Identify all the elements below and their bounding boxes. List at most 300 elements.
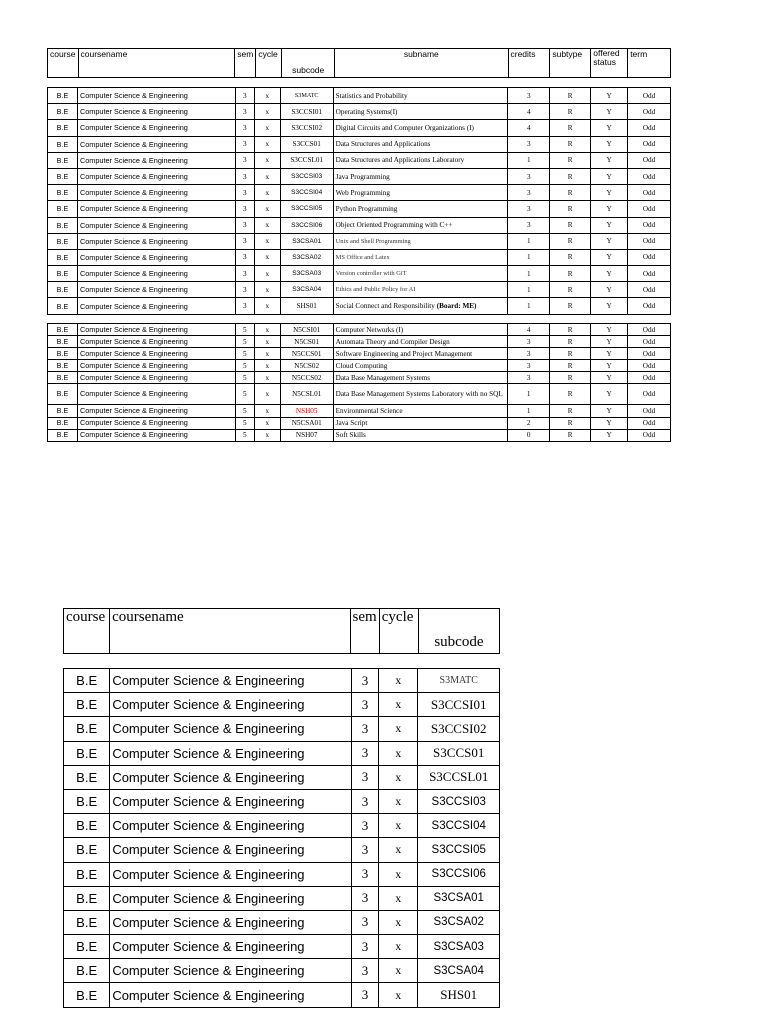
- cell-credits: 3: [508, 201, 550, 217]
- cell-coursename: Computer Science & Engineering: [77, 88, 235, 104]
- cell-subcode: S3CCS01: [280, 136, 333, 152]
- zoom-header-coursename: coursename: [110, 609, 350, 654]
- cell-subcode: N5CSA01: [280, 417, 333, 429]
- cell-subcode: N5CCS01: [280, 348, 333, 360]
- cell-subtype: R: [550, 152, 591, 168]
- cell-credits: 1: [508, 298, 550, 314]
- cell-cycle: x: [254, 136, 280, 152]
- cell-offered-status: Y: [591, 136, 628, 152]
- table-row: [48, 249, 671, 265]
- zoom-cell-subcode: S3CCSI04: [418, 814, 500, 838]
- cell-term: Odd: [628, 217, 671, 233]
- cell-sem: 5: [235, 348, 254, 360]
- cell-subname: Automata Theory and Compiler Design: [333, 336, 508, 348]
- cell-offered-status: Y: [591, 405, 628, 417]
- cell-cycle: x: [254, 417, 280, 429]
- cell-subname: Web Programming: [333, 185, 508, 201]
- cell-subname: Environmental Science: [333, 405, 508, 417]
- cell-credits: 1: [508, 282, 550, 298]
- cell-cycle: x: [254, 324, 280, 336]
- cell-coursename: Computer Science & Engineering: [77, 152, 235, 168]
- cell-credits: 4: [508, 120, 550, 136]
- cell-course: B.E: [48, 384, 78, 405]
- cell-cycle: x: [254, 152, 280, 168]
- table-row: [48, 88, 671, 104]
- cell-subcode: N5CCS02: [280, 372, 333, 384]
- cell-subname: Data Structures and Applications: [333, 136, 508, 152]
- cell-course: B.E: [48, 217, 78, 233]
- cell-course: B.E: [48, 88, 78, 104]
- zoom-cell-coursename: Computer Science & Engineering: [110, 935, 352, 959]
- zoom-table-row: [64, 693, 500, 717]
- zoom-cell-coursename: Computer Science & Engineering: [110, 693, 352, 717]
- cell-term: Odd: [628, 249, 671, 265]
- cell-coursename: Computer Science & Engineering: [77, 405, 235, 417]
- cell-credits: 3: [508, 360, 550, 372]
- cell-cycle: x: [254, 217, 280, 233]
- cell-offered-status: Y: [591, 336, 628, 348]
- cell-coursename: Computer Science & Engineering: [77, 120, 235, 136]
- cell-subname: Ethics and Public Policy for AI: [333, 282, 508, 298]
- cell-term: Odd: [628, 88, 671, 104]
- cell-subcode: S3CCSL01: [280, 152, 333, 168]
- zoom-cell-sem: 3: [351, 910, 378, 934]
- cell-credits: 4: [508, 324, 550, 336]
- cell-term: Odd: [628, 282, 671, 298]
- cell-subcode: NSH07: [280, 429, 333, 441]
- cell-subname: MS Office and Latex: [333, 249, 508, 265]
- cell-subcode: S3CCSI03: [280, 168, 333, 184]
- cell-sem: 5: [235, 336, 254, 348]
- zoom-cell-cycle: x: [379, 693, 418, 717]
- cell-offered-status: Y: [591, 217, 628, 233]
- cell-subcode: S3CCSI04: [280, 185, 333, 201]
- cell-credits: 1: [508, 152, 550, 168]
- cell-subtype: R: [550, 120, 591, 136]
- zoom-cell-cycle: x: [379, 789, 418, 813]
- cell-subtype: R: [550, 384, 591, 405]
- zoom-cell-cycle: x: [379, 814, 418, 838]
- zoom-cell-course: B.E: [64, 814, 110, 838]
- cell-offered-status: Y: [591, 201, 628, 217]
- cell-term: Odd: [628, 417, 671, 429]
- cell-sem: 3: [235, 201, 254, 217]
- zoom-cell-cycle: x: [379, 910, 418, 934]
- zoom-cell-coursename: Computer Science & Engineering: [110, 983, 352, 1007]
- cell-subcode: S3CSA01: [280, 233, 333, 249]
- cell-term: Odd: [628, 336, 671, 348]
- table-row: [48, 104, 671, 120]
- header-coursename: coursename: [78, 49, 235, 78]
- zoom-cell-sem: 3: [351, 862, 378, 886]
- zoom-cell-subcode: S3CCSI01: [418, 693, 500, 717]
- cell-subtype: R: [550, 88, 591, 104]
- cell-term: Odd: [628, 384, 671, 405]
- zoom-cell-sem: 3: [351, 669, 378, 693]
- table-row: [48, 372, 671, 384]
- cell-sem: 3: [235, 168, 254, 184]
- cell-cycle: x: [254, 336, 280, 348]
- cell-term: Odd: [628, 360, 671, 372]
- cell-coursename: Computer Science & Engineering: [77, 233, 235, 249]
- cell-coursename: Computer Science & Engineering: [77, 372, 235, 384]
- cell-term: Odd: [628, 201, 671, 217]
- zoom-cell-sem: 3: [351, 838, 378, 862]
- zoom-cell-course: B.E: [64, 717, 110, 741]
- cell-offered-status: Y: [591, 360, 628, 372]
- cell-cycle: x: [254, 168, 280, 184]
- table-row: [48, 136, 671, 152]
- table-row: [48, 282, 671, 298]
- cell-subcode: S3CCSI02: [280, 120, 333, 136]
- cell-offered-status: Y: [591, 429, 628, 441]
- header-course: course: [48, 49, 79, 78]
- cell-offered-status: Y: [591, 120, 628, 136]
- cell-term: Odd: [628, 429, 671, 441]
- zoom-header-sem: sem: [350, 609, 379, 654]
- cell-credits: 1: [508, 249, 550, 265]
- zoom-cell-subcode: S3CSA02: [418, 910, 500, 934]
- zoom-cell-sem: 3: [351, 765, 378, 789]
- cell-subcode: N5CSL01: [280, 384, 333, 405]
- cell-sem: 5: [235, 324, 254, 336]
- cell-term: Odd: [628, 168, 671, 184]
- zoom-cell-cycle: x: [379, 959, 418, 983]
- cell-subcode: S3CCSI05: [280, 201, 333, 217]
- cell-coursename: Computer Science & Engineering: [77, 360, 235, 372]
- cell-subcode: N5CS02: [280, 360, 333, 372]
- zoom-cell-coursename: Computer Science & Engineering: [110, 789, 352, 813]
- cell-coursename: Computer Science & Engineering: [77, 384, 235, 405]
- cell-subcode: SHS01: [280, 298, 333, 314]
- cell-coursename: Computer Science & Engineering: [77, 104, 235, 120]
- zoom-cell-course: B.E: [64, 983, 110, 1007]
- zoom-cell-sem: 3: [351, 693, 378, 717]
- cell-sem: 3: [235, 233, 254, 249]
- cell-sem: 3: [235, 185, 254, 201]
- zoom-table-row: [64, 983, 500, 1007]
- cell-sem: 5: [235, 360, 254, 372]
- table-row: [48, 185, 671, 201]
- cell-subcode: N5CSI01: [280, 324, 333, 336]
- zoom-cell-course: B.E: [64, 862, 110, 886]
- cell-subtype: R: [550, 417, 591, 429]
- zoom-cell-course: B.E: [64, 935, 110, 959]
- cell-coursename: Computer Science & Engineering: [77, 348, 235, 360]
- zoom-cell-course: B.E: [64, 669, 110, 693]
- cell-coursename: Computer Science & Engineering: [77, 298, 235, 314]
- zoomed-table-header: [63, 608, 500, 654]
- cell-subtype: R: [550, 282, 591, 298]
- zoom-cell-coursename: Computer Science & Engineering: [110, 717, 352, 741]
- cell-coursename: Computer Science & Engineering: [77, 266, 235, 282]
- zoom-cell-course: B.E: [64, 838, 110, 862]
- cell-course: B.E: [48, 429, 78, 441]
- cell-offered-status: Y: [591, 185, 628, 201]
- cell-subname: Statistics and Probability: [333, 88, 508, 104]
- table-row: [48, 168, 671, 184]
- zoom-cell-subcode: S3CSA03: [418, 935, 500, 959]
- header-subname: subname: [335, 49, 508, 78]
- cell-sem: 3: [235, 104, 254, 120]
- cell-term: Odd: [628, 405, 671, 417]
- cell-offered-status: Y: [591, 266, 628, 282]
- cell-sem: 3: [235, 136, 254, 152]
- cell-credits: 3: [508, 372, 550, 384]
- cell-subname: Digital Circuits and Computer Organizations (I): [333, 120, 508, 136]
- table-row: [48, 384, 671, 405]
- cell-cycle: x: [254, 233, 280, 249]
- cell-subname: Java Script: [333, 417, 508, 429]
- cell-offered-status: Y: [591, 168, 628, 184]
- cell-subname: Java Programming: [333, 168, 508, 184]
- cell-subtype: R: [550, 336, 591, 348]
- table-row: [48, 348, 671, 360]
- cell-sem: 3: [235, 88, 254, 104]
- cell-cycle: x: [254, 384, 280, 405]
- cell-course: B.E: [48, 233, 78, 249]
- zoom-cell-subcode: S3CSA04: [418, 959, 500, 983]
- zoom-cell-coursename: Computer Science & Engineering: [110, 886, 352, 910]
- zoom-table-row: [64, 886, 500, 910]
- cell-term: Odd: [628, 120, 671, 136]
- cell-credits: 1: [508, 405, 550, 417]
- cell-sem: 5: [235, 429, 254, 441]
- zoom-header-cycle: cycle: [379, 609, 418, 654]
- zoom-cell-course: B.E: [64, 886, 110, 910]
- cell-credits: 1: [508, 266, 550, 282]
- cell-cycle: x: [254, 372, 280, 384]
- header-subcode: subcode: [282, 49, 335, 78]
- cell-subtype: R: [550, 298, 591, 314]
- cell-subtype: R: [550, 348, 591, 360]
- table-row: [48, 201, 671, 217]
- cell-subcode: S3CSA04: [280, 282, 333, 298]
- cell-subtype: R: [550, 136, 591, 152]
- cell-credits: 2: [508, 417, 550, 429]
- course-table-header: [47, 48, 671, 78]
- cell-coursename: Computer Science & Engineering: [77, 417, 235, 429]
- zoom-cell-cycle: x: [379, 741, 418, 765]
- cell-cycle: x: [254, 282, 280, 298]
- cell-subcode: S3CCSI06: [280, 217, 333, 233]
- cell-subtype: R: [550, 185, 591, 201]
- zoom-cell-coursename: Computer Science & Engineering: [110, 959, 352, 983]
- cell-offered-status: Y: [591, 249, 628, 265]
- cell-subname: Version controller with GiT: [333, 266, 508, 282]
- cell-course: B.E: [48, 298, 78, 314]
- zoom-table-row: [64, 789, 500, 813]
- table-row: [48, 336, 671, 348]
- cell-term: Odd: [628, 348, 671, 360]
- cell-subcode: S3MATC: [280, 88, 333, 104]
- cell-subcode: S3CCSI01: [280, 104, 333, 120]
- cell-cycle: x: [254, 88, 280, 104]
- cell-cycle: x: [254, 405, 280, 417]
- cell-subtype: R: [550, 405, 591, 417]
- cell-sem: 3: [235, 120, 254, 136]
- zoom-cell-sem: 3: [351, 935, 378, 959]
- zoom-cell-sem: 3: [351, 717, 378, 741]
- cell-coursename: Computer Science & Engineering: [77, 217, 235, 233]
- cell-credits: 1: [508, 233, 550, 249]
- cell-sem: 5: [235, 384, 254, 405]
- cell-sem: 3: [235, 298, 254, 314]
- zoom-cell-cycle: x: [379, 886, 418, 910]
- cell-course: B.E: [48, 348, 78, 360]
- zoom-cell-sem: 3: [351, 814, 378, 838]
- semester-5-table: [47, 323, 671, 442]
- cell-coursename: Computer Science & Engineering: [77, 282, 235, 298]
- cell-subname: Soft Skills: [333, 429, 508, 441]
- cell-credits: 3: [508, 336, 550, 348]
- table-row: [48, 405, 671, 417]
- cell-coursename: Computer Science & Engineering: [77, 324, 235, 336]
- cell-subtype: R: [550, 233, 591, 249]
- zoom-cell-cycle: x: [379, 765, 418, 789]
- cell-credits: 4: [508, 104, 550, 120]
- zoom-cell-course: B.E: [64, 959, 110, 983]
- zoom-cell-coursename: Computer Science & Engineering: [110, 814, 352, 838]
- cell-cycle: x: [254, 201, 280, 217]
- cell-cycle: x: [254, 249, 280, 265]
- cell-course: B.E: [48, 120, 78, 136]
- cell-term: Odd: [628, 298, 671, 314]
- zoom-cell-subcode: S3CSA01: [418, 886, 500, 910]
- cell-offered-status: Y: [591, 298, 628, 314]
- zoom-cell-cycle: x: [379, 838, 418, 862]
- zoom-cell-course: B.E: [64, 741, 110, 765]
- cell-cycle: x: [254, 348, 280, 360]
- cell-course: B.E: [48, 201, 78, 217]
- cell-subcode: S3CSA02: [280, 249, 333, 265]
- zoom-cell-subcode: S3CCSI03: [418, 789, 500, 813]
- cell-course: B.E: [48, 266, 78, 282]
- cell-subname: Object Oriented Programming with C++: [333, 217, 508, 233]
- table-row: [48, 152, 671, 168]
- cell-subtype: R: [550, 217, 591, 233]
- zoom-cell-coursename: Computer Science & Engineering: [110, 765, 352, 789]
- cell-term: Odd: [628, 104, 671, 120]
- cell-sem: 5: [235, 405, 254, 417]
- cell-cycle: x: [254, 429, 280, 441]
- cell-offered-status: Y: [591, 282, 628, 298]
- cell-offered-status: Y: [591, 324, 628, 336]
- zoom-cell-cycle: x: [379, 862, 418, 886]
- zoom-table-row: [64, 862, 500, 886]
- zoom-cell-course: B.E: [64, 693, 110, 717]
- cell-coursename: Computer Science & Engineering: [77, 136, 235, 152]
- zoom-cell-course: B.E: [64, 910, 110, 934]
- header-credits: credits: [508, 49, 550, 78]
- cell-sem: 3: [235, 282, 254, 298]
- cell-subname: Software Engineering and Project Management: [333, 348, 508, 360]
- cell-offered-status: Y: [591, 348, 628, 360]
- table-row: [48, 324, 671, 336]
- cell-subcode: N5CS01: [280, 336, 333, 348]
- table-row: [48, 429, 671, 441]
- cell-subname: Operating Systems(I): [333, 104, 508, 120]
- cell-subcode: S3CSA03: [280, 266, 333, 282]
- cell-credits: 0: [508, 429, 550, 441]
- cell-sem: 3: [235, 217, 254, 233]
- cell-cycle: x: [254, 104, 280, 120]
- cell-course: B.E: [48, 104, 78, 120]
- cell-subtype: R: [550, 201, 591, 217]
- cell-term: Odd: [628, 266, 671, 282]
- zoom-cell-course: B.E: [64, 789, 110, 813]
- cell-credits: 3: [508, 88, 550, 104]
- cell-coursename: Computer Science & Engineering: [77, 336, 235, 348]
- table-row: [48, 360, 671, 372]
- table-row: [48, 120, 671, 136]
- zoom-cell-subcode: S3MATC: [418, 669, 500, 693]
- cell-offered-status: Y: [591, 233, 628, 249]
- zoom-cell-coursename: Computer Science & Engineering: [110, 669, 352, 693]
- subname-board: (Board: ME): [434, 302, 477, 311]
- table-row: [48, 417, 671, 429]
- zoom-cell-cycle: x: [379, 983, 418, 1007]
- cell-term: Odd: [628, 136, 671, 152]
- cell-term: Odd: [628, 233, 671, 249]
- cell-sem: 3: [235, 266, 254, 282]
- cell-subname: Social Connect and Responsibility (Board: ME): [333, 298, 508, 314]
- cell-offered-status: Y: [591, 384, 628, 405]
- cell-subtype: R: [550, 324, 591, 336]
- cell-coursename: Computer Science & Engineering: [77, 201, 235, 217]
- zoom-table-row: [64, 838, 500, 862]
- cell-cycle: x: [254, 298, 280, 314]
- table-row: [48, 298, 671, 314]
- zoom-cell-cycle: x: [379, 935, 418, 959]
- zoom-table-row: [64, 935, 500, 959]
- header-offered-status: offered status: [591, 49, 628, 78]
- cell-credits: 3: [508, 217, 550, 233]
- zoom-table-row: [64, 741, 500, 765]
- cell-subname: Data Structures and Applications Laboratory: [333, 152, 508, 168]
- cell-credits: 3: [508, 348, 550, 360]
- cell-coursename: Computer Science & Engineering: [77, 249, 235, 265]
- zoom-table-row: [64, 910, 500, 934]
- zoom-header-subcode: subcode: [418, 609, 499, 654]
- cell-course: B.E: [48, 336, 78, 348]
- zoom-table-row: [64, 765, 500, 789]
- cell-course: B.E: [48, 405, 78, 417]
- zoom-cell-coursename: Computer Science & Engineering: [110, 741, 352, 765]
- zoom-cell-sem: 3: [351, 789, 378, 813]
- zoomed-table: [63, 668, 500, 1008]
- cell-course: B.E: [48, 372, 78, 384]
- header-sem: sem: [235, 49, 256, 78]
- zoom-cell-coursename: Computer Science & Engineering: [110, 910, 352, 934]
- cell-course: B.E: [48, 185, 78, 201]
- cell-subname: Data Base Management Systems Laboratory with no SQL: [333, 384, 508, 405]
- cell-course: B.E: [48, 417, 78, 429]
- cell-course: B.E: [48, 324, 78, 336]
- cell-cycle: x: [254, 120, 280, 136]
- cell-coursename: Computer Science & Engineering: [77, 185, 235, 201]
- cell-course: B.E: [48, 249, 78, 265]
- cell-sem: 3: [235, 249, 254, 265]
- zoom-table-row: [64, 669, 500, 693]
- zoom-cell-course: B.E: [64, 765, 110, 789]
- zoom-cell-sem: 3: [351, 741, 378, 765]
- cell-offered-status: Y: [591, 88, 628, 104]
- cell-course: B.E: [48, 282, 78, 298]
- cell-sem: 5: [235, 372, 254, 384]
- semester-3-table: [47, 87, 671, 315]
- cell-subtype: R: [550, 249, 591, 265]
